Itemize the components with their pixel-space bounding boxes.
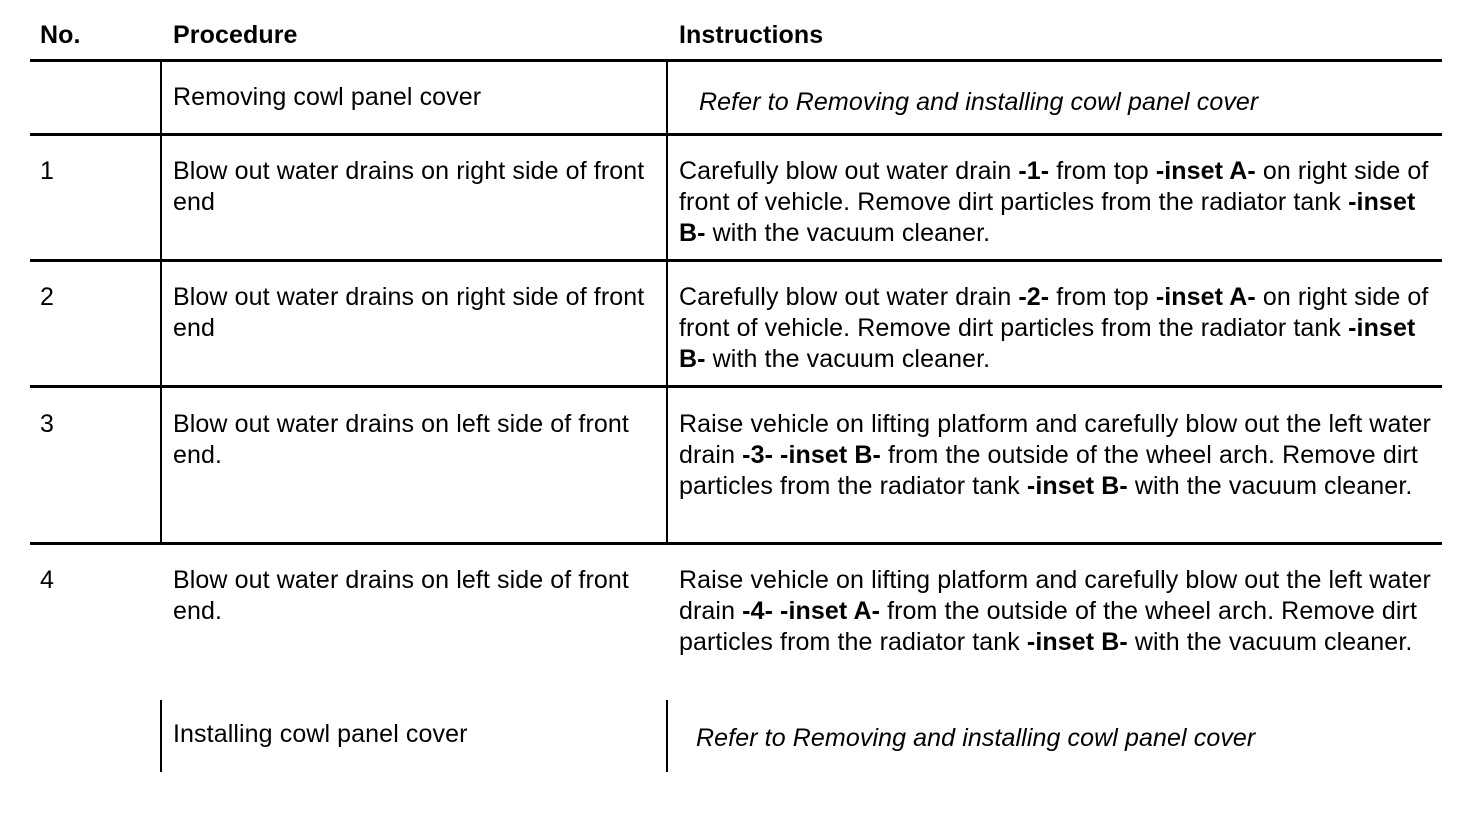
- instruction-text: on right side of front of vehicle. Remove dirt particles from the radiator tank: [679, 157, 1429, 216]
- instruction-ref: -inset B-: [1026, 628, 1128, 656]
- instruction-ref: -4-: [742, 597, 773, 625]
- row-instruction: [696, 723, 1456, 754]
- table-rule: [30, 59, 1442, 62]
- instruction-text: with the vacuum cleaner.: [1127, 472, 1413, 500]
- instruction-text: on right side of front of vehicle. Remove dirt particles from the radiator tank: [679, 283, 1429, 342]
- instruction-text: Raise vehicle on lifting platform and carefully blow out the left water drain: [679, 566, 1431, 625]
- instruction-text: [773, 597, 780, 625]
- instruction-ref: -inset B-: [679, 314, 1416, 373]
- row-procedure: Blow out water drains on left side of front end.: [173, 410, 629, 469]
- table-rule: [30, 133, 1442, 136]
- instruction-text: from top: [1049, 283, 1156, 311]
- table-rule: [30, 259, 1442, 262]
- row-number: 3: [40, 410, 55, 438]
- row-procedure: Blow out water drains on right side of front end: [173, 283, 645, 342]
- instruction-ref: -inset A-: [1155, 157, 1256, 185]
- column-divider: [160, 60, 162, 543]
- instruction-text: [773, 441, 780, 469]
- instruction-ref: -3-: [742, 441, 773, 469]
- row-number: 4: [40, 566, 55, 594]
- instruction-text: Refer to Removing and installing cowl panel cover: [696, 724, 1256, 752]
- column-divider: [160, 700, 162, 772]
- instruction-text: from the outside of the wheel arch. Remove dirt particles from the radiator tank: [679, 441, 1418, 500]
- row-procedure: Blow out water drains on right side of front end: [173, 157, 645, 216]
- header-procedure: Procedure: [173, 21, 298, 49]
- instruction-text: Carefully blow out water drain: [679, 157, 1019, 185]
- instruction-ref: -2-: [1018, 283, 1050, 311]
- instruction-text: with the vacuum cleaner.: [705, 219, 991, 247]
- row-number: 1: [40, 157, 55, 185]
- instruction-text: with the vacuum cleaner.: [1127, 628, 1413, 656]
- instruction-text: Refer to Removing and installing cowl panel cover: [699, 88, 1259, 116]
- instruction-ref: -inset B-: [780, 441, 881, 469]
- row-instruction: [679, 409, 1439, 502]
- column-divider: [666, 700, 668, 772]
- instruction-ref: -inset A-: [780, 597, 881, 625]
- instruction-text: from the outside of the wheel arch. Remove dirt particles from the radiator tank: [679, 597, 1418, 656]
- table-rule: [30, 385, 1442, 388]
- instruction-text: Carefully blow out water drain: [679, 283, 1019, 311]
- row-instruction: [699, 87, 1459, 118]
- header-no: No.: [40, 21, 81, 49]
- table-rule: [30, 542, 1442, 545]
- row-instruction: [679, 282, 1439, 375]
- row-procedure: Removing cowl panel cover: [173, 83, 482, 111]
- instruction-ref: -1-: [1018, 157, 1050, 185]
- row-instruction: [679, 565, 1439, 658]
- row-instruction: [679, 156, 1439, 249]
- column-divider: [666, 60, 668, 543]
- instruction-text: with the vacuum cleaner.: [705, 345, 991, 373]
- row-procedure: Blow out water drains on left side of front end.: [173, 566, 629, 625]
- instruction-ref: -inset B-: [1026, 472, 1128, 500]
- row-number: 2: [40, 283, 55, 311]
- header-instructions: Instructions: [679, 21, 824, 49]
- instruction-text: from top: [1049, 157, 1156, 185]
- row-procedure: Installing cowl panel cover: [173, 720, 468, 748]
- instruction-ref: -inset A-: [1155, 283, 1256, 311]
- instruction-text: Raise vehicle on lifting platform and carefully blow out the left water drain: [679, 410, 1431, 469]
- instruction-ref: -inset B-: [679, 188, 1416, 247]
